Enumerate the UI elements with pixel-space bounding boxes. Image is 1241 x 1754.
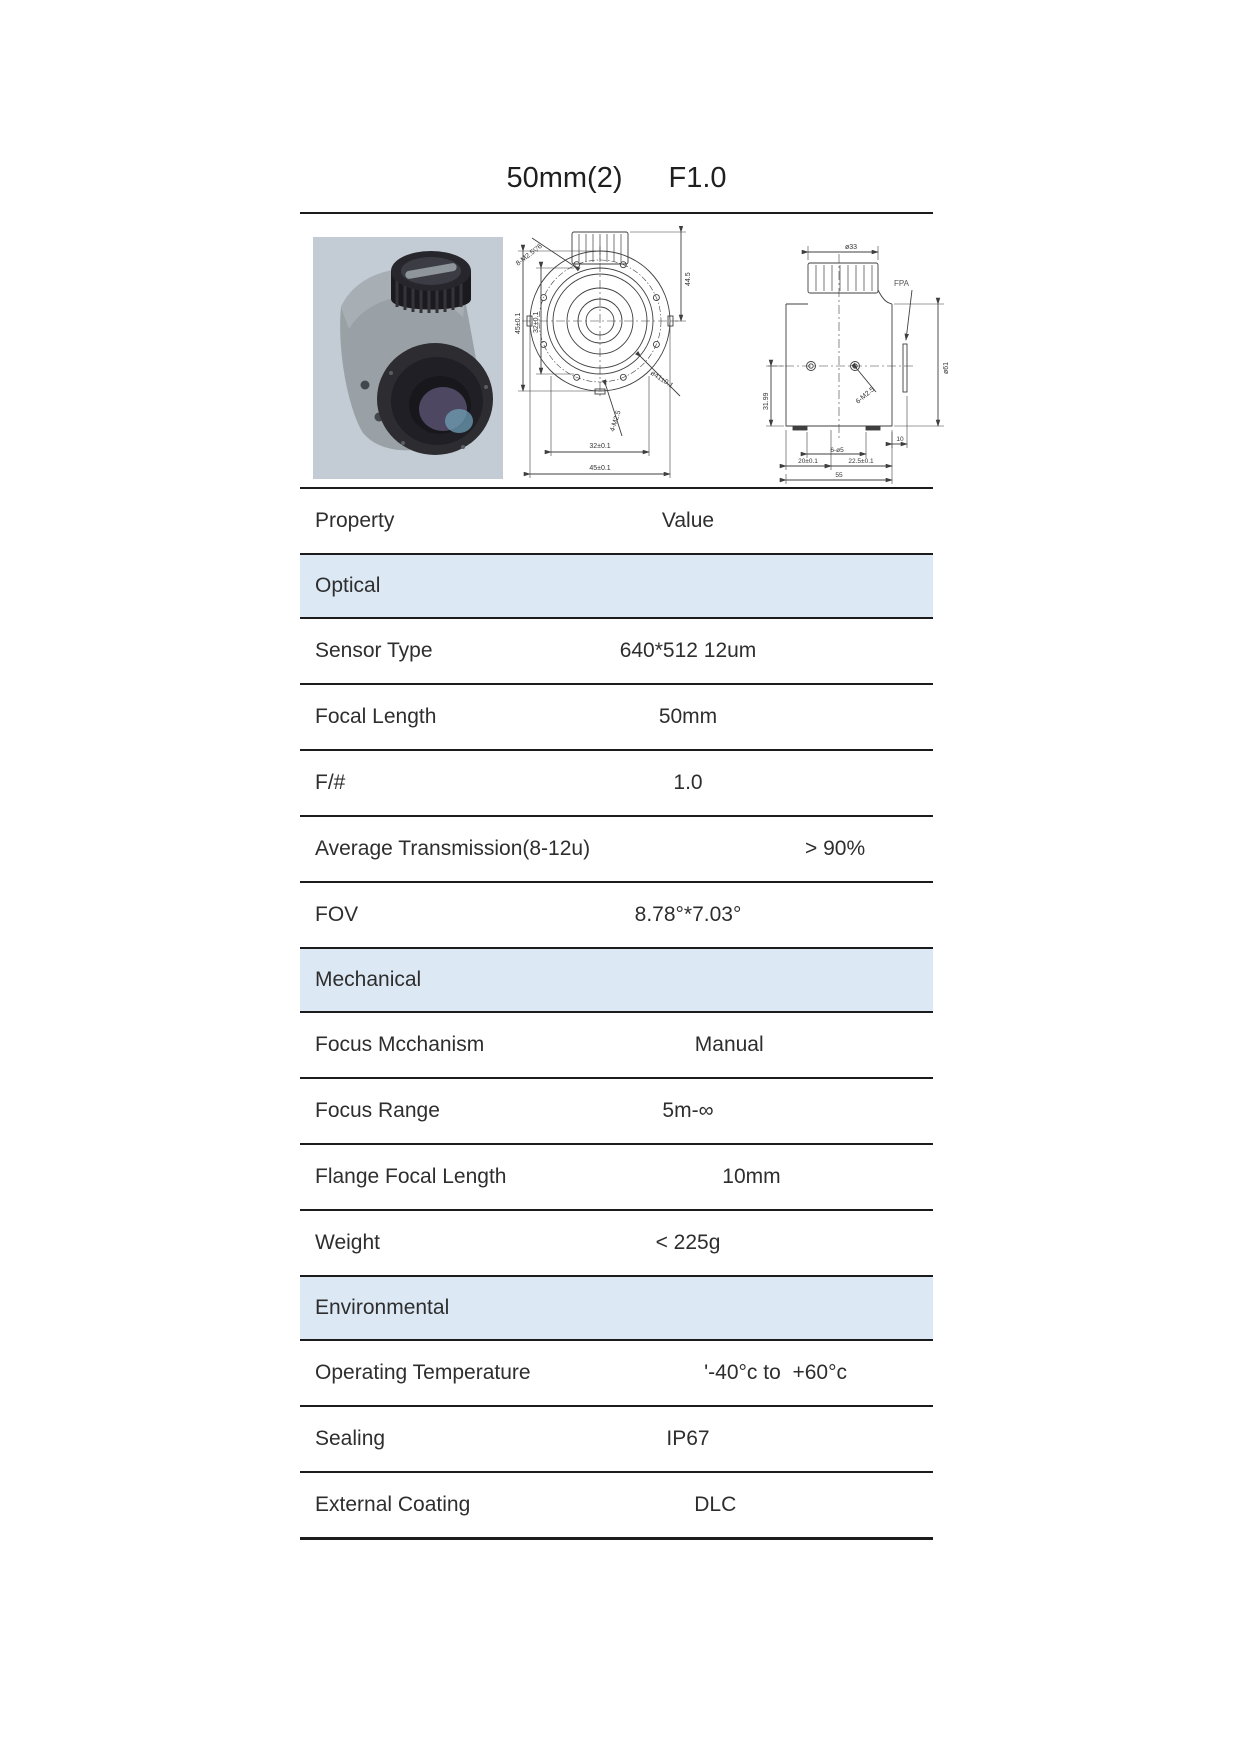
side-fpa-label: FPA [894, 279, 909, 288]
table-row [300, 1209, 933, 1275]
value-cell: '-40°c to +60°c [704, 1361, 847, 1384]
property-cell: Sealing [315, 1427, 386, 1450]
property-cell: Focus Range [315, 1099, 440, 1122]
front-lens-rings [377, 343, 493, 455]
side-dia-knob-label: ø33 [845, 244, 858, 251]
property-cell: Average Transmission(8-12u) [315, 837, 591, 860]
front-dim-left-outer-label: 45±0.1 [515, 312, 522, 334]
side-thread-label: 6-M2.5 [854, 386, 876, 406]
value-cell: 8.78°*7.03° [634, 903, 742, 926]
table-header-row [300, 487, 933, 553]
side-dim-bottom-left-label: 20±0.1 [798, 458, 818, 465]
front-thread-top-label: 8-M2.5▽6 [514, 242, 544, 268]
header-property: Property [315, 509, 395, 532]
side-dim-flange-label: 10 [896, 436, 904, 443]
value-cell: IP67 [666, 1427, 710, 1450]
section-label: Environmental [315, 1296, 450, 1319]
value-cell: DLC [694, 1493, 737, 1516]
side-dim-height-label: 31.99 [763, 392, 770, 410]
property-cell: F/# [315, 771, 346, 794]
property-cell: Flange Focal Length [315, 1165, 507, 1188]
side-view-geometry [766, 246, 944, 484]
section-label: Mechanical [315, 968, 422, 991]
value-cell: 50mm [658, 705, 718, 728]
table-row [300, 1471, 933, 1537]
side-view-drawing [698, 226, 954, 491]
lens-photo [313, 237, 503, 479]
table-row [300, 1013, 933, 1077]
section-optical-rows [300, 619, 933, 947]
table-row [300, 683, 933, 749]
content-area [300, 160, 950, 1540]
front-view-drawing [510, 226, 700, 491]
title-aperture: F1.0 [668, 162, 727, 194]
product-figure [300, 212, 950, 487]
front-dim-right-label: 44.5 [685, 272, 692, 286]
property-cell: Focal Length [315, 705, 437, 728]
table-row [300, 1341, 933, 1405]
front-dim-left-inner-label: 32±0.1 [533, 311, 540, 333]
section-mechanical-rows [300, 1013, 933, 1275]
table-row [300, 1143, 933, 1209]
value-cell: 5m-∞ [662, 1099, 714, 1122]
spec-table [300, 487, 933, 1540]
table-row [300, 815, 933, 881]
property-cell: Sensor Type [315, 639, 433, 662]
page-title [300, 160, 933, 212]
section-header-mechanical [300, 947, 933, 1013]
header-value: Value [661, 509, 715, 532]
value-cell: 640*512 12um [619, 639, 757, 662]
front-thread-bottom-label: 4-M2.5 [609, 409, 623, 433]
section-label: Optical [315, 574, 381, 597]
front-dia-mid-label: ø41±0.1 [648, 369, 675, 390]
front-view-labels [515, 243, 692, 472]
value-cell: 1.0 [673, 771, 703, 794]
property-cell: External Coating [315, 1493, 471, 1516]
focus-knob [391, 251, 471, 313]
side-dia-body-label: ø61 [943, 361, 950, 374]
front-dim-bottom-inner-label: 32±0.1 [589, 443, 611, 450]
front-view-geometry [518, 232, 686, 478]
side-dim-bottom-right-label: 22.5±0.1 [848, 458, 874, 465]
table-row [300, 749, 933, 815]
title-model: 50mm(2) [506, 162, 623, 194]
section-header-optical [300, 553, 933, 619]
side-dim-bottom-total-label: 55 [835, 472, 843, 479]
front-dim-bottom-outer-label: 45±0.1 [589, 465, 611, 472]
section-header-environmental [300, 1275, 933, 1341]
value-cell: Manual [694, 1033, 764, 1056]
property-cell: Operating Temperature [315, 1361, 531, 1384]
table-row [300, 1405, 933, 1471]
value-cell: < 225g [655, 1231, 721, 1254]
value-cell: 10mm [722, 1165, 781, 1188]
property-cell: FOV [315, 903, 359, 926]
section-environmental-rows [300, 1341, 933, 1537]
property-cell: Focus Mcchanism [315, 1033, 485, 1056]
table-row [300, 1077, 933, 1143]
table-row [300, 881, 933, 947]
side-holes-label: 6-ø5 [830, 447, 844, 454]
value-cell: > 90% [805, 837, 866, 860]
property-cell: Weight [315, 1231, 380, 1254]
table-row [300, 619, 933, 683]
